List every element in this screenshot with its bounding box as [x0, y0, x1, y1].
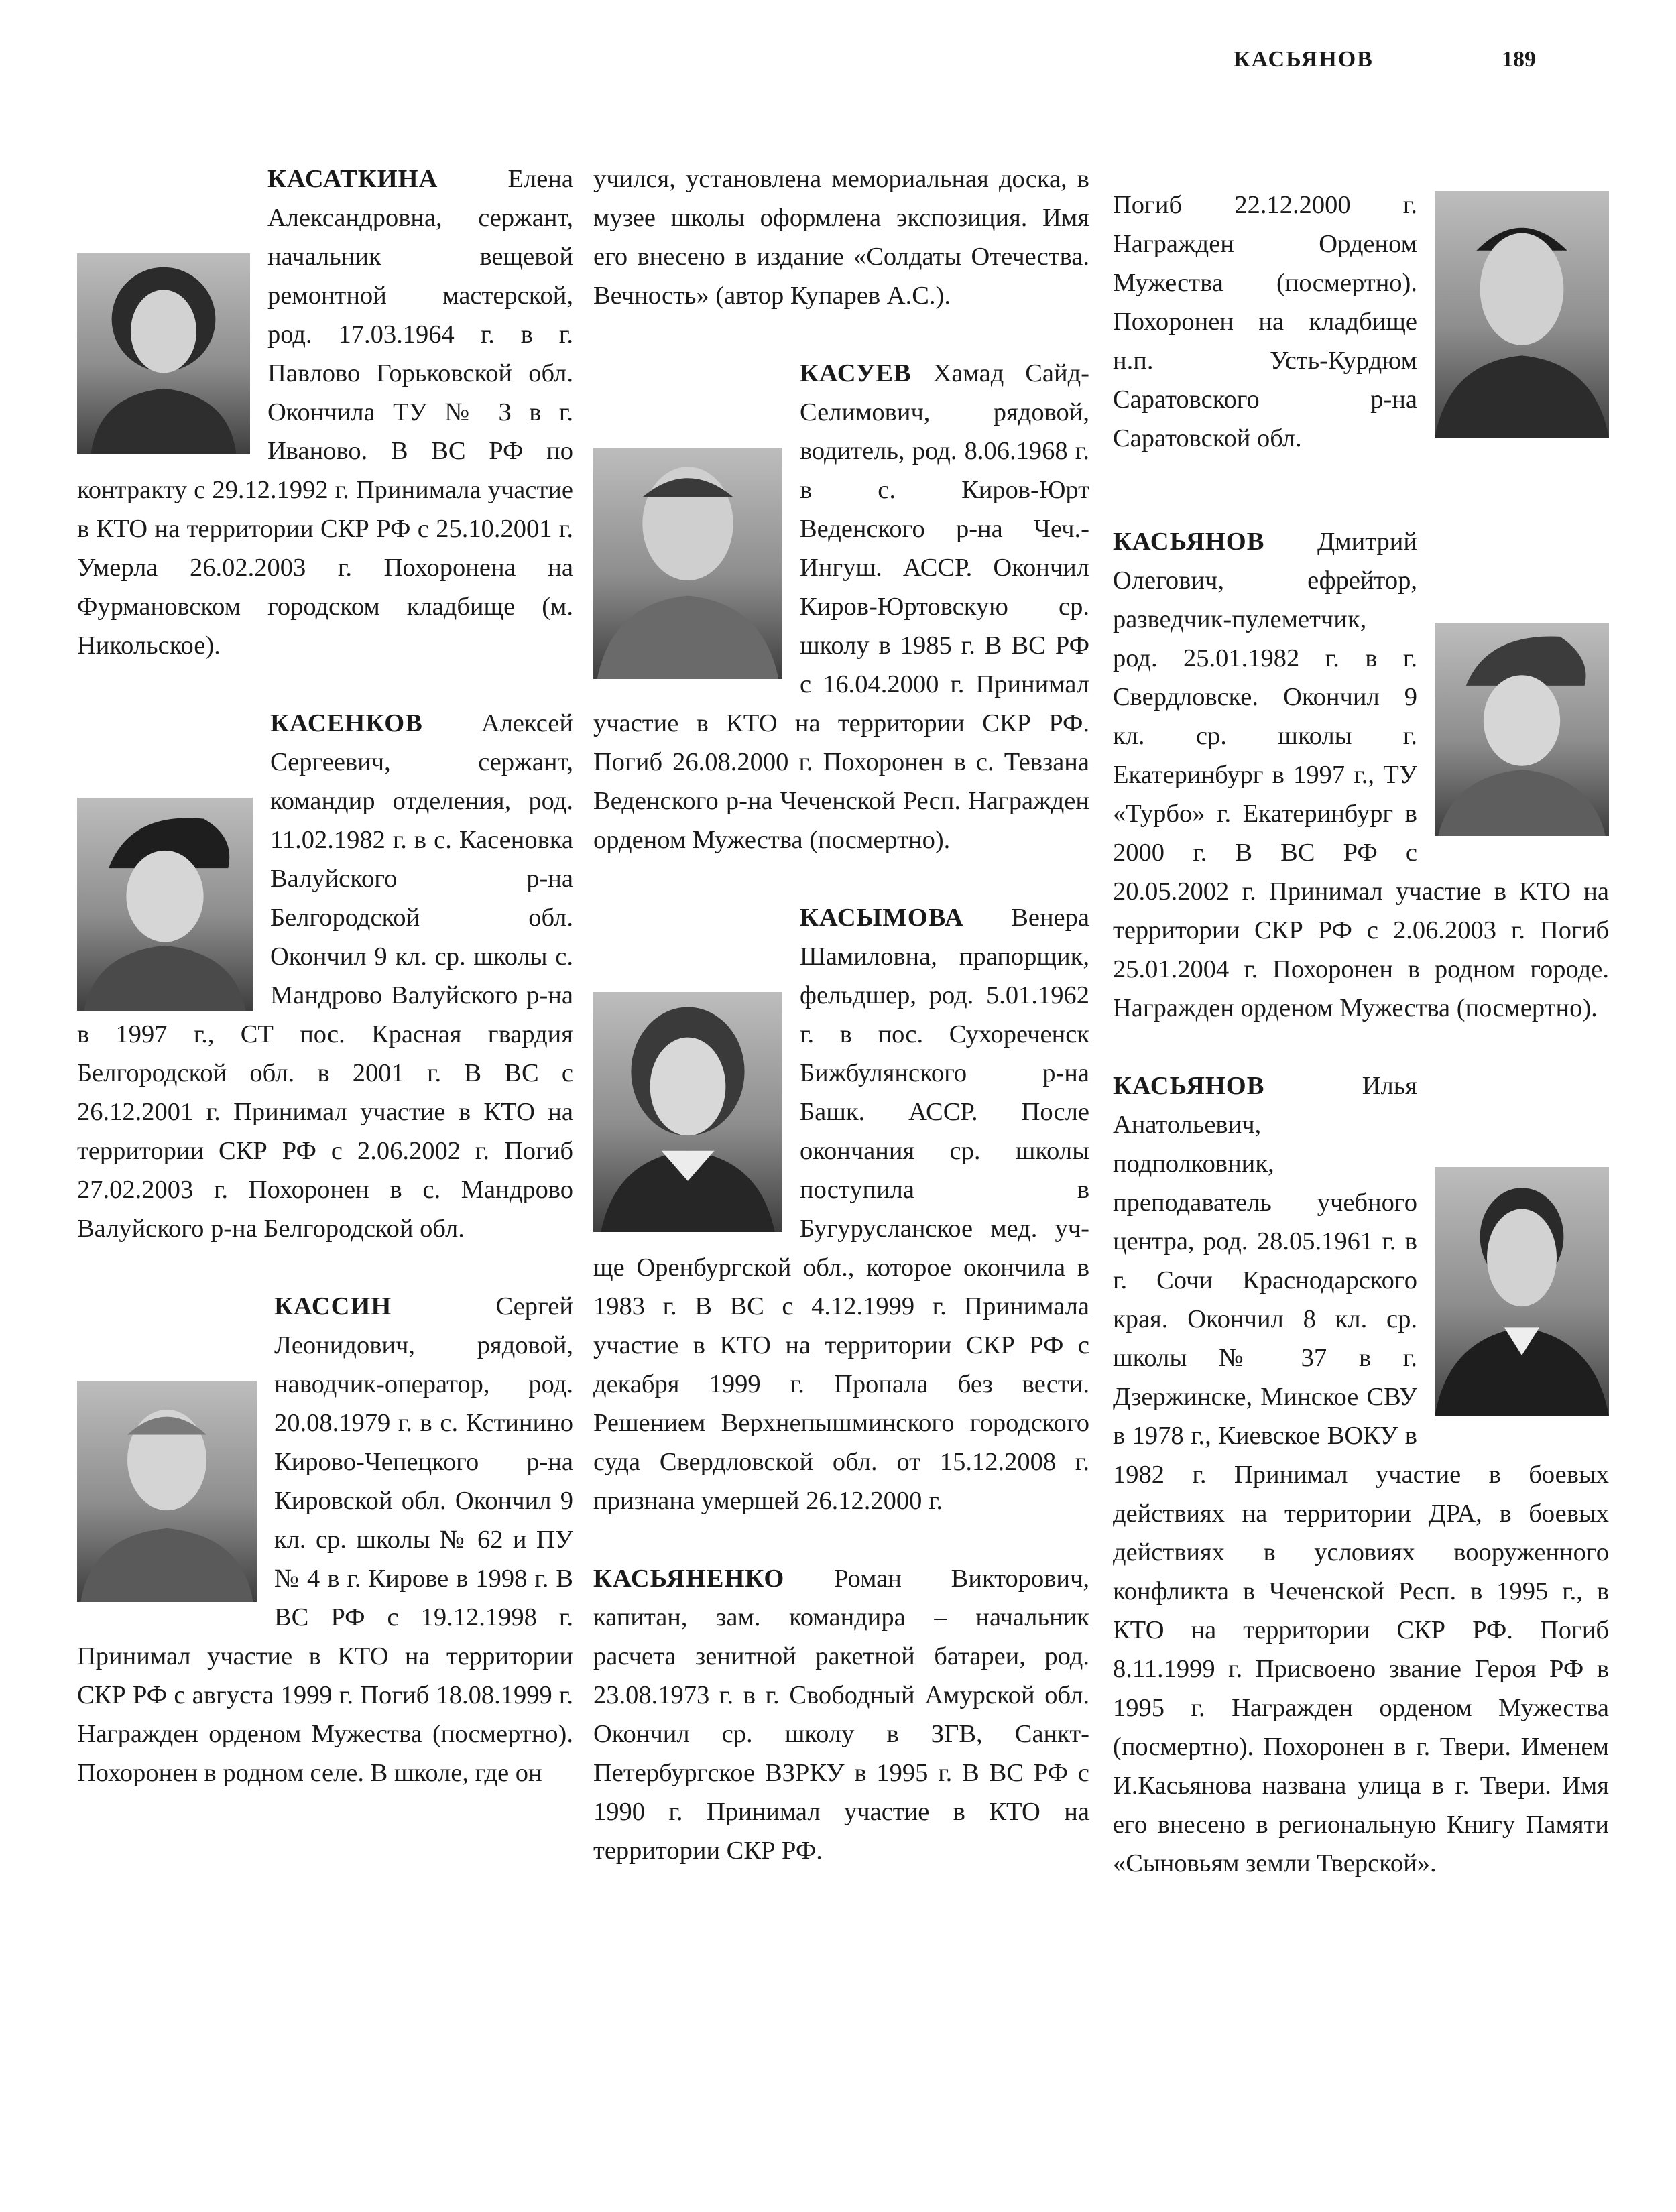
column-1 — [77, 160, 573, 1831]
portrait-photo-kasuev — [593, 448, 782, 679]
portrait-photo-kasyanov-dmitriy — [1435, 623, 1609, 836]
portrait-photo-kassin — [77, 1381, 257, 1602]
continuation-kasyanenko-block — [1113, 186, 1609, 484]
portrait-photo-kasatkina — [77, 253, 250, 454]
surname-kasatkina: КАСАТКИНА — [267, 165, 438, 193]
continuation-kassin: учился, установлена мемориальная доска, в музее школы оформлена экспозиция. Имя его внесено в издание «Солдаты Отечества. Вечность» (автор Купарев А.С.). — [593, 165, 1089, 310]
entry-kasyanov-ilya — [1113, 1066, 1609, 1883]
running-head: КАСЬЯНОВ — [1234, 47, 1374, 72]
entry-kasatkina — [77, 160, 573, 665]
entry-text-kasymova: Венера Шамиловна, прапорщик, фельдшер, род. 5.01.1962 г. в пос. Сухореченск Бижбулянского р-на Башк. АССР. После окончания ср. школы поступила в Бугурусланское мед. уч-ще Оренбургской обл., которое окончила в 1983 г. В ВС с 4.12.1999 г. Принимала участие в КТО на территории СКР РФ с декабря 1999 г. Пропала без вести. Решением Верхнепышминского городского суда Свердловской обл. от 15.12.2008 г. признана умершей 26.12.2000 г. — [593, 904, 1089, 1515]
surname-kasyanov-ilya: КАСЬЯНОВ — [1113, 1072, 1265, 1100]
surname-kasymova: КАСЫМОВА — [800, 904, 964, 932]
surname-kasyanov-dmitriy: КАСЬЯНОВ — [1113, 528, 1265, 556]
portrait-photo-kasyanov-ilya — [1435, 1167, 1609, 1416]
column-2 — [593, 160, 1089, 1909]
entry-text-kasyanov-ilya: Илья Анатольевич, подполковник, преподаватель учебного центра, род. 28.05.1961 г. в г. Сочи Краснодарского края. Окончил 8 кл. ср. школы № 37 в г. Дзержинске, Минское СВУ в 1978 г., Киевское ВОКУ в 1982 г. Принимал участие в боевых действиях на территории ДРА, в боевых действиях в условиях вооруженного конфликта в Чеченской Респ. в 1995 г., в КТО на территории СКР РФ. Погиб 8.11.1999 г. Присвоено звание Героя РФ в 1995 г. Награжден орденом Мужества (посмертно). Похоронен в г. Твери. Именем И.Касьянова названа улица в г. Твери. Имя его внесено в региональную Книгу Памяти «Сыновьям земли Тверской». — [1113, 1072, 1609, 1878]
column-3 — [1113, 160, 1609, 1922]
entry-kasuev — [593, 354, 1089, 859]
portrait-photo-kasymova — [593, 992, 782, 1232]
surname-kasenkov: КАСЕНКОВ — [270, 709, 423, 737]
entry-kasymova — [593, 898, 1089, 1520]
entry-text-kassin: Сергей Леонидович, рядовой, наводчик-оператор, род. 20.08.1979 г. в с. Кстинино Кирово-Чепецкого р-на Кировской обл. Окончил 9 кл. ср. школы № 62 и ПУ № 4 в г. Кирове в 1998 г. В ВС РФ с 19.12.1998 г. Принимал участие в КТО на территории СКР РФ с августа 1999 г. Погиб 18.08.1999 г. Награжден орденом Мужества (посмертно). Похоронен в родном селе. В школе, где он — [77, 1292, 573, 1787]
entry-kasenkov — [77, 704, 573, 1248]
page-number: 189 — [1502, 47, 1536, 72]
entry-kasyanenko — [593, 1559, 1089, 1870]
entry-kasyanov-dmitriy — [1113, 522, 1609, 1028]
continuation-kasyanenko: Погиб 22.12.2000 г. Награжден Орденом Мужества (посмертно). Похоронен на кладбище н.п. Усть-Курдюм Саратовского р-на Саратовской обл. — [1113, 190, 1417, 452]
portrait-photo-kasenkov — [77, 798, 253, 1011]
surname-kasuev: КАСУЕВ — [800, 359, 912, 387]
entry-text-kasyanenko: Роман Викторович, капитан, зам. командира – начальник расчета зенитной ракетной батареи, род. 23.08.1973 г. в г. Свободный Амурской обл. Окончил ср. школу в ЗГВ, Санкт-Петербургское ВЗРКУ в 1995 г. В ВС РФ с 1990 г. Принимал участие в КТО на территории СКР РФ. — [593, 1564, 1089, 1865]
surname-kasyanenko: КАСЬЯНЕНКО — [593, 1564, 785, 1593]
entry-text-kasuev: Хамад Сайд-Селимович, рядовой, водитель, род. 8.06.1968 г. в с. Киров-Юрт Веденского р-на Чеч.-Ингуш. АССР. Окончил Киров-Юртовскую ср. школу в 1985 г. В ВС РФ с 16.04.2000 г. Принимал участие в КТО на территории СКР РФ. Погиб 26.08.2000 г. Похоронен в с. Тевзана Веденского р-на Чеченской Респ. Награжден орденом Мужества (посмертно). — [593, 359, 1089, 854]
entry-text-kasenkov: Алексей Сергеевич, сержант, командир отделения, род. 11.02.1982 г. в с. Касеновка Валуйского р-на Белгородской обл. Окончил 9 кл. ср. школы с. Мандрово Валуйского р-на в 1997 г., СТ пос. Красная гвардия Белгородской обл. в 2001 г. В ВС с 26.12.2001 г. Принимал участие в КТО на территории СКР РФ с 2.06.2002 г. Погиб 27.02.2003 г. Похоронен в с. Мандрово Валуйского р-на Белгородской обл. — [77, 709, 573, 1243]
entry-kassin — [77, 1287, 573, 1792]
entry-text-kasatkina: Елена Александровна, сержант, начальник вещевой ремонтной мастерской, род. 17.03.1964 г. в г. Павлово Горьковской обл. Окончила ТУ № 3 в г. Иваново. В ВС РФ по контракту с 29.12.1992 г. Принимала участие в КТО на территории СКР РФ с 25.10.2001 г. Умерла 26.02.2003 г. Похоронена на Фурмановском городском кладбище (м. Никольское). — [77, 165, 573, 660]
entry-text-kasyanov-dmitriy: Дмитрий Олегович, ефрейтор, разведчик-пулеметчик, род. 25.01.1982 г. в г. Свердловске. Окончил 9 кл. ср. школы г. Екатеринбург в 1997 г., ТУ «Турбо» г. Екатеринбург в 2000 г. В ВС РФ с 20.05.2002 г. Принимал участие в КТО на территории СКР РФ с 2.06.2003 г. Погиб 25.01.2004 г. Похоронен в родном городе. Награжден орденом Мужества (посмертно). — [1113, 528, 1609, 1022]
surname-kassin: КАССИН — [274, 1292, 392, 1320]
portrait-photo-kasyanenko — [1435, 191, 1609, 438]
